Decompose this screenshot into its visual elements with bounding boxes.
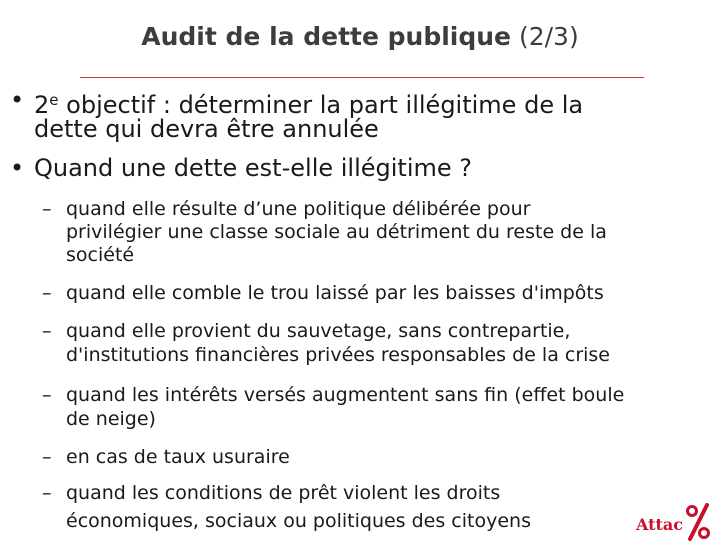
attac-logo bbox=[636, 498, 711, 542]
subitem-text: d'institutions financières privées responsables de la crise bbox=[66, 344, 610, 366]
title-underline bbox=[80, 77, 644, 78]
bullet-dot: • bbox=[10, 86, 25, 114]
subitem-dash: – bbox=[42, 282, 52, 304]
subitem-text: économiques, sociaux ou politiques des citoyens bbox=[66, 510, 531, 532]
subitem-dash: – bbox=[42, 446, 52, 468]
subitem-text: quand elle résulte d’une politique délibérée pour bbox=[66, 198, 531, 220]
subitem-text: société bbox=[66, 244, 135, 266]
subitem-text: de neige) bbox=[66, 408, 156, 430]
subitem-dash: – bbox=[42, 384, 52, 406]
slide-title bbox=[0, 22, 720, 51]
percent-sign-icon bbox=[685, 502, 711, 542]
bullet-question-text: Quand une dette est-elle illégitime ? bbox=[34, 154, 473, 182]
subitem-dash: – bbox=[42, 320, 52, 342]
subitem-text: quand elle provient du sauvetage, sans contrepartie, bbox=[66, 320, 571, 342]
subitem-text: quand elle comble le trou laissé par les baisses d'impôts bbox=[66, 282, 604, 304]
attac-logo-word: Attac bbox=[636, 515, 684, 534]
subitem-text: quand les intérêts versés augmentent sans fin (effet boule bbox=[66, 384, 625, 406]
subitem-text: en cas de taux usuraire bbox=[66, 446, 290, 468]
title-main: Audit de la dette publique bbox=[141, 22, 512, 51]
bullet-objective-line-2: dette qui devra être annulée bbox=[34, 115, 379, 143]
subitem-text: privilégier une classe sociale au détriment du reste de la bbox=[66, 221, 607, 243]
bullet-objective-line-1: 2e objectif : déterminer la part illégitime de la bbox=[34, 91, 584, 119]
title-page-indicator: (2/3) bbox=[511, 22, 579, 51]
subitem-text: quand les conditions de prêt violent les droits bbox=[66, 482, 501, 504]
bullet-dot: • bbox=[10, 154, 25, 182]
subitem-dash: – bbox=[42, 482, 52, 504]
subitem-dash: – bbox=[42, 198, 52, 220]
